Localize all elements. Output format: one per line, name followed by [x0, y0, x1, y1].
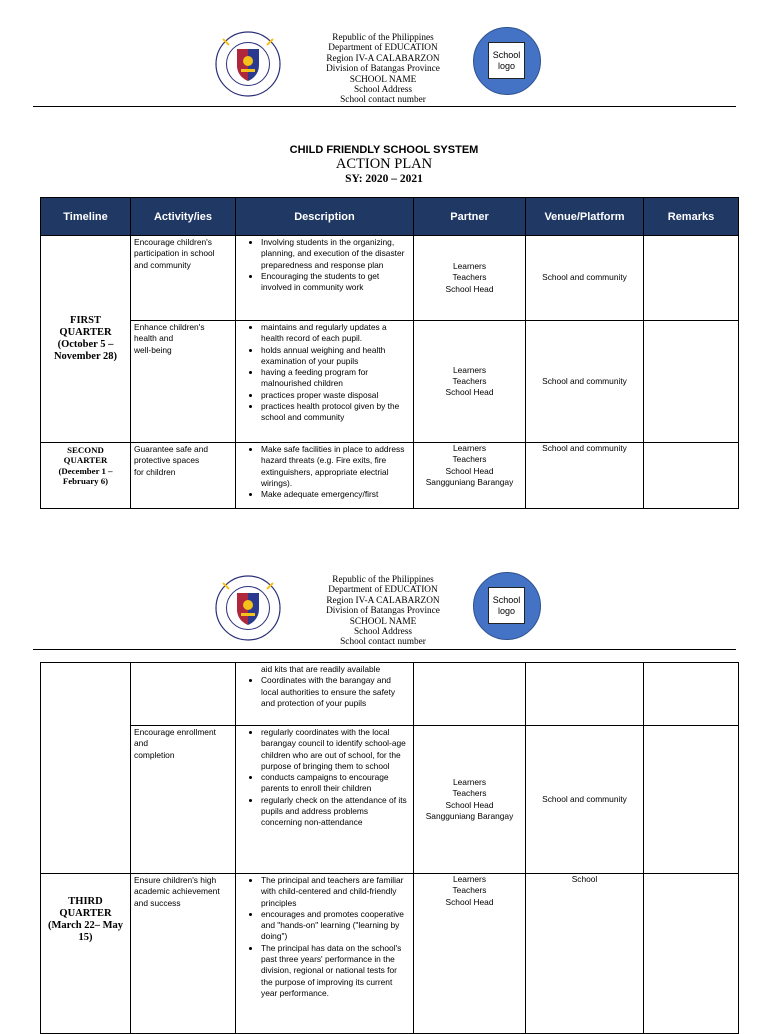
table-row — [41, 443, 739, 509]
venue-cell: School and community — [526, 726, 644, 874]
activity-cell — [131, 663, 236, 726]
table-row — [41, 321, 739, 443]
activity-text: health and — [134, 333, 174, 344]
partner-text: Learners — [452, 443, 487, 453]
description-item: • The principal has data on the school's past three years' performance in the division, regional or national tests for the purpose of improving its current year performance. — [261, 943, 409, 999]
description-cell — [236, 726, 414, 874]
header-line: School contact number — [340, 95, 426, 106]
activity-text: for children — [134, 466, 176, 477]
activity-text: and — [134, 738, 148, 749]
timeline-text: QUARTER — [59, 908, 112, 919]
partner-cell — [414, 663, 526, 726]
header-line: SCHOOL NAME — [349, 616, 417, 627]
table-row — [41, 726, 739, 874]
partner-text: School Head — [445, 799, 494, 810]
partner-text: Learners — [452, 874, 487, 884]
activity-cell — [131, 874, 236, 1034]
school-logo-placeholder — [488, 587, 525, 624]
timeline-text: QUARTER — [63, 455, 108, 466]
partner-text: Teachers — [452, 375, 487, 386]
letterhead-text — [283, 33, 483, 106]
header-line: Division of Batangas Province — [326, 64, 440, 75]
remarks-cell — [644, 874, 739, 1034]
timeline-text: SECOND — [67, 445, 104, 455]
partner-text: School Head — [445, 283, 494, 294]
description-item: • Coordinates with the barangay and local authorities to ensure the safety and protection of your pupils — [261, 675, 409, 709]
description-item: • practices health protocol given by the school and community — [261, 401, 409, 424]
remarks-cell — [644, 726, 739, 874]
school-year: SY: 2020 – 2021 — [345, 173, 423, 185]
header-line: Division of Batangas Province — [326, 606, 440, 617]
table-row — [41, 236, 739, 321]
activity-cell — [131, 321, 236, 443]
partner-text: Sangguniang Barangay — [425, 810, 514, 821]
description-continuation: aid kits that are readily available — [261, 664, 381, 674]
header-line: School contact number — [340, 637, 426, 648]
column-header-timeline: Timeline — [41, 198, 131, 236]
description-item: • regularly check on the attendance of its pupils and address problems concerning non-attendance — [261, 795, 409, 829]
partner-cell — [414, 321, 526, 443]
school-logo-label: logo — [497, 605, 515, 616]
remarks-cell — [644, 443, 739, 509]
header-line: Region IV-A CALABARZON — [326, 595, 440, 606]
timeline-text: November 28) — [53, 351, 118, 362]
activity-text: Encourage enrollment — [134, 727, 216, 737]
description-item: • The principal and teachers are familiar with child-centered and child-friendly principles — [261, 875, 409, 909]
description-list — [236, 443, 413, 500]
description-cell — [236, 321, 414, 443]
partner-text: Teachers — [452, 788, 487, 799]
timeline-text: (December 1 – — [58, 465, 113, 476]
timeline-text: February 6) — [62, 476, 109, 487]
description-list — [236, 321, 413, 424]
description-list — [236, 726, 413, 829]
activity-cell — [131, 443, 236, 509]
activity-text: and community — [134, 259, 191, 270]
partner-text: Sangguniang Barangay — [425, 476, 514, 487]
timeline-text: FIRST — [70, 315, 101, 326]
column-header-remarks: Remarks — [644, 198, 739, 236]
column-header-venue: Venue/Platform — [526, 198, 644, 236]
description-item: • encourages and promotes cooperative and "hands-on" learning ("learning by doing") — [261, 909, 409, 943]
description-list — [236, 675, 413, 709]
timeline-text: THIRD — [68, 896, 103, 907]
column-header-partner: Partner — [414, 198, 526, 236]
header-line: Republic of the Philippines — [332, 33, 434, 43]
partner-cell — [414, 726, 526, 874]
timeline-text: (October 5 – — [57, 339, 114, 350]
description-cell — [236, 874, 414, 1034]
header-divider — [33, 106, 736, 107]
activity-text: Encourage children's — [134, 237, 212, 247]
activity-text: participation in school — [134, 248, 215, 259]
description-item: • Make safe facilities in place to address hazard threats (e.g. Fire exits, fire extinguishers, appropriate electrial wirings). — [261, 444, 409, 489]
venue-cell: School and community — [526, 443, 644, 509]
header-line: School Address — [353, 85, 413, 96]
description-cell — [236, 443, 414, 509]
header-divider — [33, 649, 736, 650]
remarks-cell — [644, 321, 739, 443]
table-row — [41, 663, 739, 726]
action-plan-table-page-2 — [40, 662, 739, 1034]
remarks-cell — [644, 236, 739, 321]
deped-seal-icon — [215, 575, 281, 641]
column-header-description: Description — [236, 198, 414, 236]
letterhead-page-2 — [0, 544, 768, 648]
activity-text: completion — [134, 749, 175, 760]
description-list — [236, 236, 413, 293]
header-line: Republic of the Philippines — [332, 575, 434, 585]
partner-text: Teachers — [452, 454, 487, 465]
partner-cell — [414, 874, 526, 1034]
timeline-text: (March 22– May — [47, 920, 124, 931]
activity-text: academic achievement — [134, 886, 220, 897]
description-item: • Make adequate emergency/first — [261, 489, 409, 500]
header-line: School Address — [353, 627, 413, 638]
activity-text: Ensure children's high — [134, 875, 217, 885]
partner-text: Learners — [452, 261, 487, 272]
school-logo-label: School — [492, 49, 521, 60]
activity-text: Guarantee safe and — [134, 444, 209, 454]
partner-text: Teachers — [452, 885, 487, 896]
timeline-second-quarter — [41, 443, 131, 509]
description-cell — [236, 663, 414, 726]
school-logo-placeholder — [488, 42, 525, 79]
activity-cell — [131, 726, 236, 874]
table-row — [41, 874, 739, 1034]
plan-title: ACTION PLAN — [335, 156, 433, 172]
action-plan-table-page-1 — [40, 197, 739, 509]
partner-text: Teachers — [452, 272, 487, 283]
venue-cell: School and community — [526, 321, 644, 443]
description-item: • Encouraging the students to get involved in community work — [261, 271, 409, 294]
activity-text: and success — [134, 897, 181, 908]
remarks-cell — [644, 663, 739, 726]
activity-text: protective spaces — [134, 455, 200, 466]
school-logo — [473, 572, 541, 640]
letterhead-text — [283, 575, 483, 648]
description-item: • practices proper waste disposal — [261, 390, 409, 401]
description-item: • conducts campaigns to encourage parents to enroll their children — [261, 772, 409, 795]
timeline-text: 15) — [78, 932, 93, 943]
partner-text: Learners — [452, 364, 487, 375]
venue-cell: School and community — [526, 236, 644, 321]
school-logo — [473, 27, 541, 95]
description-item: • having a feeding program for malnourished children — [261, 367, 409, 390]
timeline-cell — [41, 663, 131, 874]
venue-cell: School — [526, 874, 644, 1034]
description-item: • regularly coordinates with the local barangay council to identify school-age children who are out of school, for the purpose of bringing them to school — [261, 727, 409, 772]
description-item: • holds annual weighing and health examination of your pupils — [261, 345, 409, 368]
timeline-third-quarter — [41, 874, 131, 1034]
school-logo-label: School — [492, 594, 521, 605]
partner-cell — [414, 236, 526, 321]
column-header-activities: Activity/ies — [131, 198, 236, 236]
partner-text: School Head — [445, 465, 494, 476]
table-header-row — [41, 198, 739, 236]
activity-text: well-being — [134, 344, 172, 355]
partner-cell — [414, 443, 526, 509]
letterhead-page-1 — [0, 0, 768, 106]
header-line: Region IV-A CALABARZON — [326, 53, 440, 64]
school-logo-label: logo — [497, 60, 515, 71]
deped-seal-icon — [215, 31, 281, 97]
header-line: SCHOOL NAME — [349, 74, 417, 85]
partner-text: Learners — [452, 776, 487, 787]
document-titles — [0, 144, 768, 186]
activity-cell — [131, 236, 236, 321]
header-line: Department of EDUCATION — [328, 43, 438, 54]
header-line: Department of EDUCATION — [328, 585, 438, 596]
activity-text: Enhance children's — [134, 322, 205, 332]
partner-text: School Head — [445, 896, 494, 907]
description-cell — [236, 236, 414, 321]
venue-cell — [526, 663, 644, 726]
timeline-text: QUARTER — [59, 327, 112, 338]
partner-text: School Head — [445, 387, 494, 398]
description-list — [236, 874, 413, 999]
description-item: • maintains and regularly updates a health record of each pupil. — [261, 322, 409, 345]
description-item: • Involving students in the organizing, planning, and execution of the disaster preparedness and response plan — [261, 237, 409, 271]
system-title: CHILD FRIENDLY SCHOOL SYSTEM — [289, 144, 479, 156]
timeline-first-quarter — [41, 236, 131, 443]
